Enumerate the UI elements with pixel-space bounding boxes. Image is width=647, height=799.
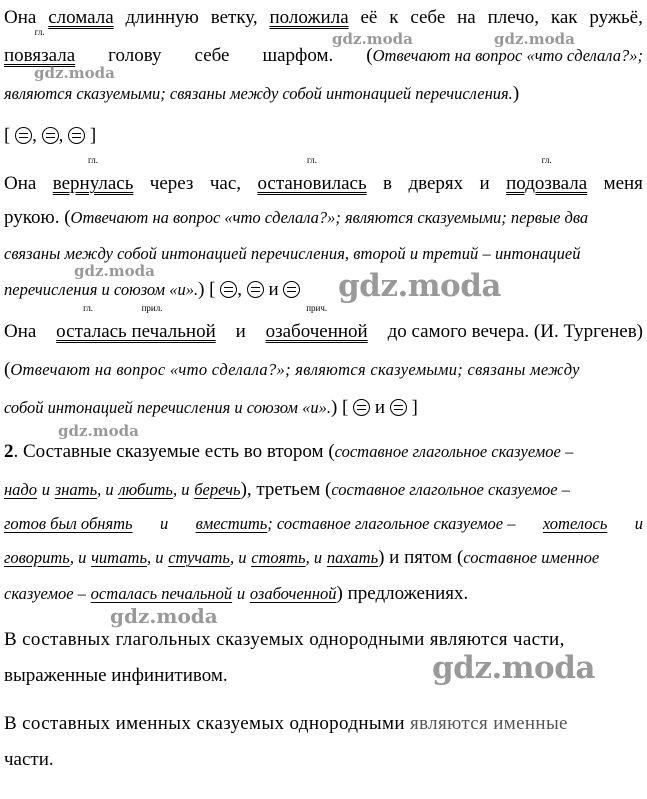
watermark: gdz.moda	[332, 30, 413, 48]
p1-scheme: [ , , ]	[4, 125, 97, 146]
homogeneous-member-icon	[68, 127, 85, 144]
predicate-ostanovilas: гл. остановилась	[257, 155, 367, 194]
watermark: gdz.moda	[74, 262, 155, 280]
p2-line1: Она гл. вернулась через час, гл. остановилась в дверях и гл. подозвала меня	[4, 155, 643, 194]
watermark: gdz.moda	[432, 650, 595, 686]
watermark: gdz.moda	[338, 268, 501, 304]
p6-line2: части.	[4, 749, 54, 770]
predicate-polozhila: положила	[269, 7, 349, 28]
p4-line3: готов был обнять и вместить; составное глагольное сказуемое – хотелось и	[4, 514, 643, 533]
watermark: gdz.moda	[58, 422, 139, 440]
watermark: gdz.moda	[494, 30, 575, 48]
homogeneous-member-icon	[247, 281, 264, 298]
watermark: gdz.moda	[110, 604, 218, 628]
p5-line1: В составных глагольных сказуемых однородными являются части,	[4, 629, 565, 650]
homogeneous-member-icon	[353, 399, 370, 416]
predicate-ozabochennoy: прич. озабоченной	[265, 303, 368, 342]
p1-line3: являются сказуемыми; связаны между собой интонацией перечисления.)	[4, 83, 520, 104]
p3-line3: собой интонацией перечисления и союзом «и».) [ и ]	[4, 397, 418, 418]
homogeneous-member-icon	[42, 127, 59, 144]
p4-line1: 2. Составные сказуемые есть во втором (составное глагольное сказуемое –	[4, 441, 574, 462]
homogeneous-member-icon	[390, 399, 407, 416]
predicate-slomala: сломала	[48, 7, 114, 28]
p4-line4: говорить, и читать, и стучать, и стоять, и пахать) и пятом (составное именное	[4, 547, 600, 568]
p2-line3: связаны между собой интонацией перечисления, второй и третий – интонацией	[4, 244, 581, 263]
p6-line1: В составных именных сказуемых однородными являются именные	[4, 713, 568, 734]
p4-line2: надо и знать, и любить, и беречь), третьем (составное глагольное сказуемое –	[4, 479, 570, 500]
p2-line4: перечисления и союзом «и».) [ , и	[4, 278, 300, 302]
p1-line1: Она сломала длинную ветку, положила её к себе на плечо, как ружьё,	[4, 7, 643, 28]
homogeneous-member-icon	[15, 127, 32, 144]
predicate-podozvala: гл. подозвала	[506, 155, 588, 194]
p3-line2: (Отвечают на вопрос «что сделала?»; являются сказуемыми; связаны между	[4, 359, 580, 380]
predicate-povyazala: гл. повязала	[4, 27, 76, 66]
homogeneous-member-icon	[283, 281, 300, 298]
p5-line2: выраженные инфинитивом.	[4, 665, 228, 686]
p3-line1: Она гл. осталась печальной и прич. озабоченной до самого вечера. (И. Тургенев)	[4, 303, 643, 342]
p4-line5: сказуемое – осталась печальной и озабоченной) предложениях.	[4, 583, 469, 604]
predicate-ostalas: гл. осталась печальной	[56, 303, 216, 342]
predicate-vernulas: гл. вернулась	[52, 155, 134, 194]
watermark: gdz.moda	[34, 64, 115, 82]
p2-line2: рукою. (Отвечают на вопрос «что сделала?»; являются сказуемыми; первые два	[4, 207, 589, 228]
p1-line2: гл. повязала голову себе шарфом. (Отвечают на вопрос «что сделала?»;	[4, 27, 643, 66]
homogeneous-member-icon	[220, 281, 237, 298]
